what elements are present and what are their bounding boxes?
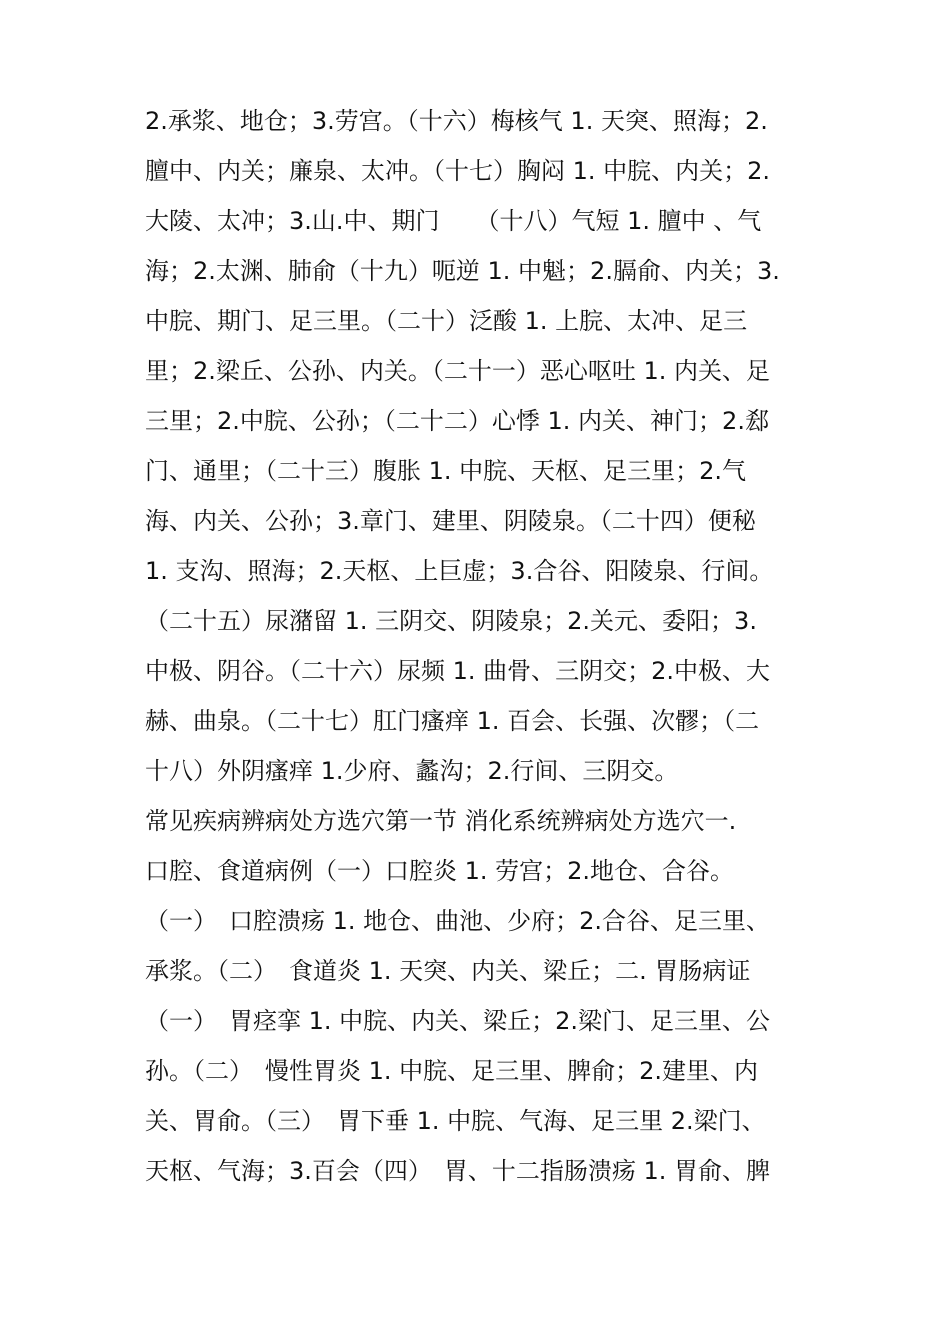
text-line: 三里；2.中脘、公孙；（二十二）心悸 1. 内关、神门；2.郄 [145, 407, 769, 435]
text-line: 赫、曲泉。（二十七）肛门瘙痒 1. 百会、长强、次髎；（二 [145, 707, 760, 735]
text-line: 2.承浆、地仓；3.劳宫。（十六）梅核气 1. 天突、照海；2. [145, 107, 768, 135]
text-line: 海；2.太渊、肺俞（十九）呃逆 1. 中魁；2.膈俞、内关；3. [145, 257, 780, 285]
text-line: 中脘、期门、足三里。（二十）泛酸 1. 上脘、太冲、足三 [145, 307, 748, 335]
text-line: 口腔、食道病例（一）口腔炎 1. 劳宫；2.地仓、合谷。 [145, 857, 735, 885]
text-line: 膻中、内关；廉泉、太冲。（十七）胸闷 1. 中脘、内关；2. [145, 157, 771, 185]
text-line: 海、内关、公孙；3.章门、建里、阴陵泉。（二十四）便秘 [145, 507, 756, 535]
text-line: （二十五）尿潴留 1. 三阴交、阴陵泉；2.关元、委阳；3. [145, 607, 757, 635]
text-line: 天枢、气海；3.百会（四） 胃、十二指肠溃疡 1. 胃俞、脾 [145, 1157, 771, 1185]
text-block-acupoint-symptoms [145, 96, 825, 796]
section-heading-line: 常见疾病辨病处方选穴第一节 消化系统辨病处方选穴一. [145, 807, 737, 835]
text-line: 十八）外阴瘙痒 1.少府、蠡沟；2.行间、三阴交。 [145, 757, 679, 785]
text-line: （一） 胃痉挛 1. 中脘、内关、梁丘；2.梁门、足三里、公 [145, 1007, 771, 1035]
text-block-digestive-system [145, 796, 825, 1196]
text-line: 承浆。（二） 食道炎 1. 天突、内关、梁丘；二. 胃肠病证 [145, 957, 751, 985]
text-line: 关、胃俞。（三） 胃下垂 1. 中脘、气海、足三里 2.梁门、 [145, 1107, 766, 1135]
text-line: 里；2.梁丘、公孙、内关。（二十一）恶心呕吐 1. 内关、足 [145, 357, 771, 385]
text-line: 门、通里；（二十三）腹胀 1. 中脘、天枢、足三里；2.气 [145, 457, 747, 485]
text-line: 孙。（二） 慢性胃炎 1. 中脘、足三里、脾俞；2.建里、内 [145, 1057, 759, 1085]
text-line: 大陵、太冲；3.山.中、期门 （十八）气短 1. 膻中 、气 [145, 207, 762, 235]
text-line: 中极、阴谷。（二十六）尿频 1. 曲骨、三阴交；2.中极、大 [145, 657, 771, 685]
text-line: 1. 支沟、照海；2.天枢、上巨虚；3.合谷、阳陵泉、行间。 [145, 557, 774, 585]
text-line: （一） 口腔溃疡 1. 地仓、曲池、少府；2.合谷、足三里、 [145, 907, 771, 935]
